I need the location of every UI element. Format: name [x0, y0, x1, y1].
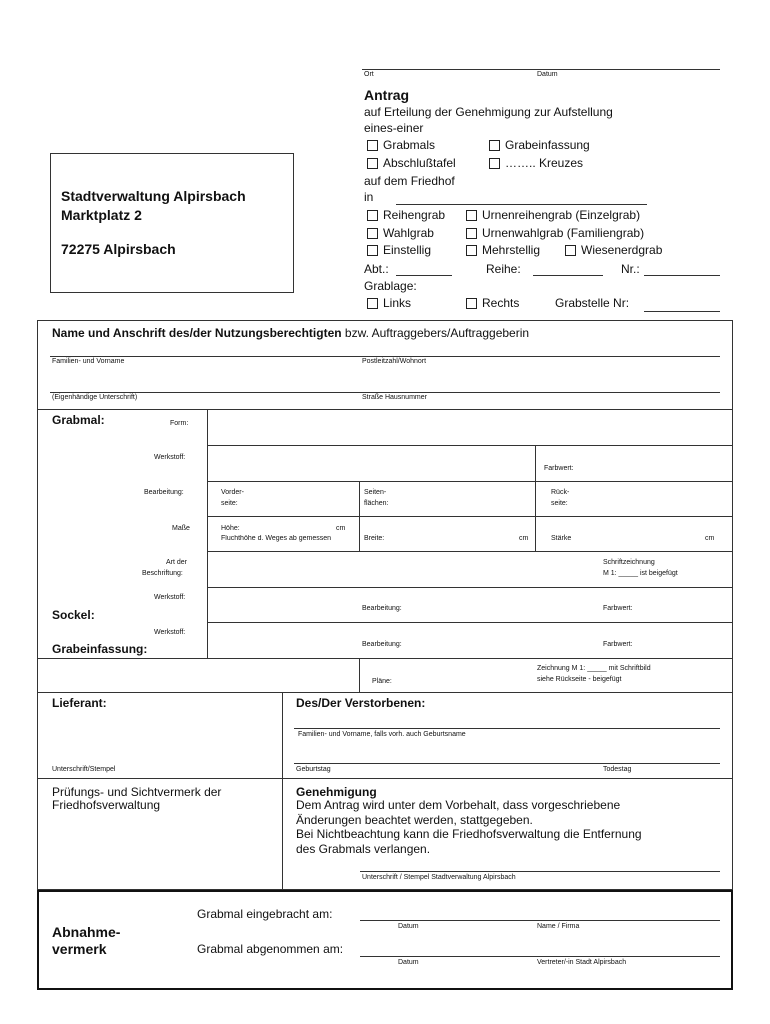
- sockel-werkstoff-label: Werkstoff:: [154, 594, 186, 601]
- lieferant-row-border: [37, 778, 733, 779]
- verstorbene-name-label: Familien- und Vorname, falls vorh. auch Geburtsname: [298, 731, 466, 738]
- genehmigung-line4: des Grabmals verlangen.: [296, 842, 431, 856]
- abnahme-title1: Abnahme-: [52, 924, 121, 940]
- datum-label: Datum: [537, 71, 558, 78]
- abt-input-line[interactable]: [396, 275, 452, 276]
- eingebracht-line[interactable]: [360, 920, 720, 921]
- vorderseite-label2: seite:: [221, 500, 238, 507]
- genehmigung-line3: Bei Nichtbeachtung kann die Friedhofsverwaltung die Entfernung: [296, 827, 642, 841]
- staerke-cm-label: cm: [705, 535, 715, 542]
- masse-row-border: [207, 551, 733, 552]
- nr-label: Nr.:: [621, 262, 640, 276]
- art-der-label: Art der: [166, 559, 188, 566]
- form-label: Form:: [170, 420, 189, 427]
- form-row-border: [207, 445, 733, 446]
- geburtstag-line[interactable]: [294, 763, 720, 764]
- abt-label: Abt.:: [364, 262, 389, 276]
- kreuzes-checkbox[interactable]: [489, 158, 500, 169]
- farbwert-divider: [535, 445, 536, 481]
- abnahme-title2: vermerk: [52, 941, 107, 957]
- option-kreuzes[interactable]: …….. Kreuzes: [489, 156, 583, 170]
- abgenommen-datum-label: Datum: [398, 959, 419, 966]
- vertreter-label: Vertreter/-in Stadt Alpirsbach: [537, 959, 627, 966]
- urnenreihengrab-checkbox[interactable]: [466, 210, 477, 221]
- address-box: [50, 153, 294, 293]
- grabmal-bearbeitung-label: Bearbeitung:: [144, 489, 184, 496]
- abschlusstafel-checkbox[interactable]: [367, 158, 378, 169]
- address-line2: Marktplatz 2: [61, 207, 142, 223]
- geburtstag-label: Geburtstag: [296, 766, 331, 773]
- einfassung-row-border: [37, 658, 733, 659]
- postleitzahl-label: Postleitzahl/Wohnort: [362, 358, 427, 365]
- abgenommen-line[interactable]: [360, 956, 720, 957]
- verstorbene-title: Des/Der Verstorbenen:: [296, 696, 426, 710]
- todestag-label: Todestag: [603, 766, 632, 773]
- wahlgrab-checkbox[interactable]: [367, 228, 378, 239]
- grablage-label: Grablage:: [364, 279, 417, 293]
- option-urnenreihengrab[interactable]: Urnenreihengrab (Einzelgrab): [466, 208, 640, 222]
- breite-label: Breite:: [364, 535, 385, 542]
- sockel-bearbeitung-label: Bearbeitung:: [362, 605, 402, 612]
- reihe-input-line[interactable]: [533, 275, 603, 276]
- stempel-label: Unterschrift / Stempel Stadtverwaltung Alpirsbach: [362, 874, 516, 881]
- beschriftung-label: Beschriftung:: [142, 570, 183, 577]
- sockel-farbwert-label: Farbwert:: [603, 605, 633, 612]
- staerke-label: Stärke: [551, 535, 572, 542]
- einfassung-werkstoff-label: Werkstoff:: [154, 629, 186, 636]
- ort-datum-line: [362, 69, 720, 70]
- eingebracht-label: Grabmal eingebracht am:: [197, 907, 333, 921]
- hoehe-label: Höhe:: [221, 525, 240, 532]
- fluchthoehe-label: Fluchthöhe d. Weges ab gemessen: [221, 535, 331, 542]
- einfassung-bearbeitung-label: Bearbeitung:: [362, 641, 402, 648]
- signature-line[interactable]: [50, 392, 720, 393]
- sockel-title: Sockel:: [52, 608, 95, 622]
- unterschrift-label: (Eigenhändige Unterschrift): [52, 394, 138, 401]
- vorder-seiten-divider: [359, 481, 360, 551]
- antrag-line1: auf Erteilung der Genehmigung zur Aufstellung: [364, 105, 613, 119]
- verstorbene-name-line[interactable]: [294, 728, 720, 729]
- zeichnung-label: Zeichnung M 1: _____ mit Schriftbild: [537, 665, 651, 672]
- eingebracht-datum-label: Datum: [398, 923, 419, 930]
- rueckseite-label2: seite:: [551, 500, 568, 507]
- grabeinfassung-checkbox[interactable]: [489, 140, 500, 151]
- antrag-line2: eines-einer: [364, 121, 424, 135]
- rueckseite-label1: Rück-: [551, 489, 570, 496]
- friedhof-input-line[interactable]: [396, 204, 647, 205]
- reihe-label: Reihe:: [486, 262, 521, 276]
- option-abschlusstafel[interactable]: Abschlußtafel: [367, 156, 456, 170]
- genehmigung-title: Genehmigung: [296, 785, 377, 799]
- schriftzeichnung-label: Schriftzeichnung: [603, 559, 655, 566]
- plaene-label: Pläne:: [372, 678, 392, 685]
- ort-label: Ort: [364, 71, 374, 78]
- plaene-row-border: [37, 692, 733, 693]
- hoehe-cm-label: cm: [336, 525, 346, 532]
- name-firma-label: Name / Firma: [537, 923, 580, 930]
- masse-label: Maße: [172, 525, 190, 532]
- grabstelle-label: Grabstelle Nr:: [555, 296, 630, 310]
- reihengrab-checkbox[interactable]: [367, 210, 378, 221]
- lieferant-divider: [282, 692, 283, 890]
- strasse-label: Straße Hausnummer: [362, 394, 427, 401]
- einstellig-checkbox[interactable]: [367, 245, 378, 256]
- rechts-checkbox[interactable]: [466, 298, 477, 309]
- breite-cm-label: cm: [519, 535, 529, 542]
- bearbeitung-row-border: [207, 516, 733, 517]
- seiten-rueck-divider: [535, 481, 536, 551]
- name-line[interactable]: [50, 356, 720, 357]
- friedhof-label: auf dem Friedhof: [364, 174, 455, 188]
- familienname-label: Familien- und Vorname: [52, 358, 125, 365]
- vorderseite-label1: Vorder-: [221, 489, 244, 496]
- grabmal-label-divider: [207, 409, 208, 658]
- schriftzeichnung-m1-label: M 1: _____ ist beigefügt: [603, 570, 678, 577]
- grabmal-farbwert-label: Farbwert:: [544, 465, 574, 472]
- address-line1: Stadtverwaltung Alpirsbach: [61, 188, 246, 204]
- nutzungsberechtigte-heading: Name und Anschrift des/der Nutzungsberechtigten bzw. Auftraggebers/Auftraggeberin: [52, 326, 530, 340]
- beschriftung-row-border: [207, 587, 733, 588]
- address-line3: 72275 Alpirsbach: [61, 241, 176, 257]
- stempel-line[interactable]: [360, 871, 720, 872]
- seitenflaechen-label2: flächen:: [364, 500, 389, 507]
- abnahme-box: [37, 890, 733, 990]
- genehmigung-line1: Dem Antrag wird unter dem Vorbehalt, dass vorgeschriebene: [296, 798, 621, 812]
- genehmigung-line2: Änderungen beachtet werden, stattgegeben.: [296, 813, 533, 827]
- option-reihengrab[interactable]: Reihengrab: [367, 208, 445, 222]
- urnenwahlgrab-checkbox[interactable]: [466, 228, 477, 239]
- sockel-row-border: [207, 622, 733, 623]
- pruefung-line2: Friedhofsverwaltung: [52, 798, 161, 812]
- in-label: in: [364, 190, 374, 204]
- abgenommen-label: Grabmal abgenommen am:: [197, 942, 344, 956]
- option-wiesenerdgrab[interactable]: Wiesenerdgrab: [565, 243, 662, 257]
- option-grabmals[interactable]: Grabmals: [367, 138, 435, 152]
- plaene-divider: [359, 658, 360, 692]
- seitenflaechen-label1: Seiten-: [364, 489, 387, 496]
- grabmal-werkstoff-label: Werkstoff:: [154, 454, 186, 461]
- links-checkbox[interactable]: [367, 298, 378, 309]
- einfassung-title: Grabeinfassung:: [52, 642, 148, 656]
- option-grabeinfassung[interactable]: Grabeinfassung: [489, 138, 590, 152]
- antrag-title: Antrag: [364, 87, 410, 103]
- grabmal-top-border: [37, 409, 733, 410]
- grabmal-title: Grabmal:: [52, 413, 105, 427]
- option-wahlgrab[interactable]: Wahlgrab: [367, 226, 434, 240]
- option-rechts[interactable]: Rechts: [466, 296, 519, 310]
- option-einstellig[interactable]: Einstellig: [367, 243, 431, 257]
- option-urnenwahlgrab[interactable]: Urnenwahlgrab (Familiengrab): [466, 226, 644, 240]
- lieferant-title: Lieferant:: [52, 696, 107, 710]
- einfassung-farbwert-label: Farbwert:: [603, 641, 633, 648]
- option-links[interactable]: Links: [367, 296, 411, 310]
- pruefung-line1: Prüfungs- und Sichtvermerk der: [52, 785, 222, 799]
- option-mehrstellig[interactable]: Mehrstellig: [466, 243, 540, 257]
- lieferant-unterschrift-label: Unterschrift/Stempel: [52, 766, 116, 773]
- grabmals-checkbox[interactable]: [367, 140, 378, 151]
- siehe-rueckseite-label: siehe Rückseite - beigefügt: [537, 676, 622, 683]
- werkstoff-row-border: [207, 481, 733, 482]
- grabstelle-input-line[interactable]: [644, 311, 720, 312]
- mehrstellig-checkbox[interactable]: [466, 245, 477, 256]
- wiesenerdgrab-checkbox[interactable]: [565, 245, 576, 256]
- nr-input-line[interactable]: [644, 275, 720, 276]
